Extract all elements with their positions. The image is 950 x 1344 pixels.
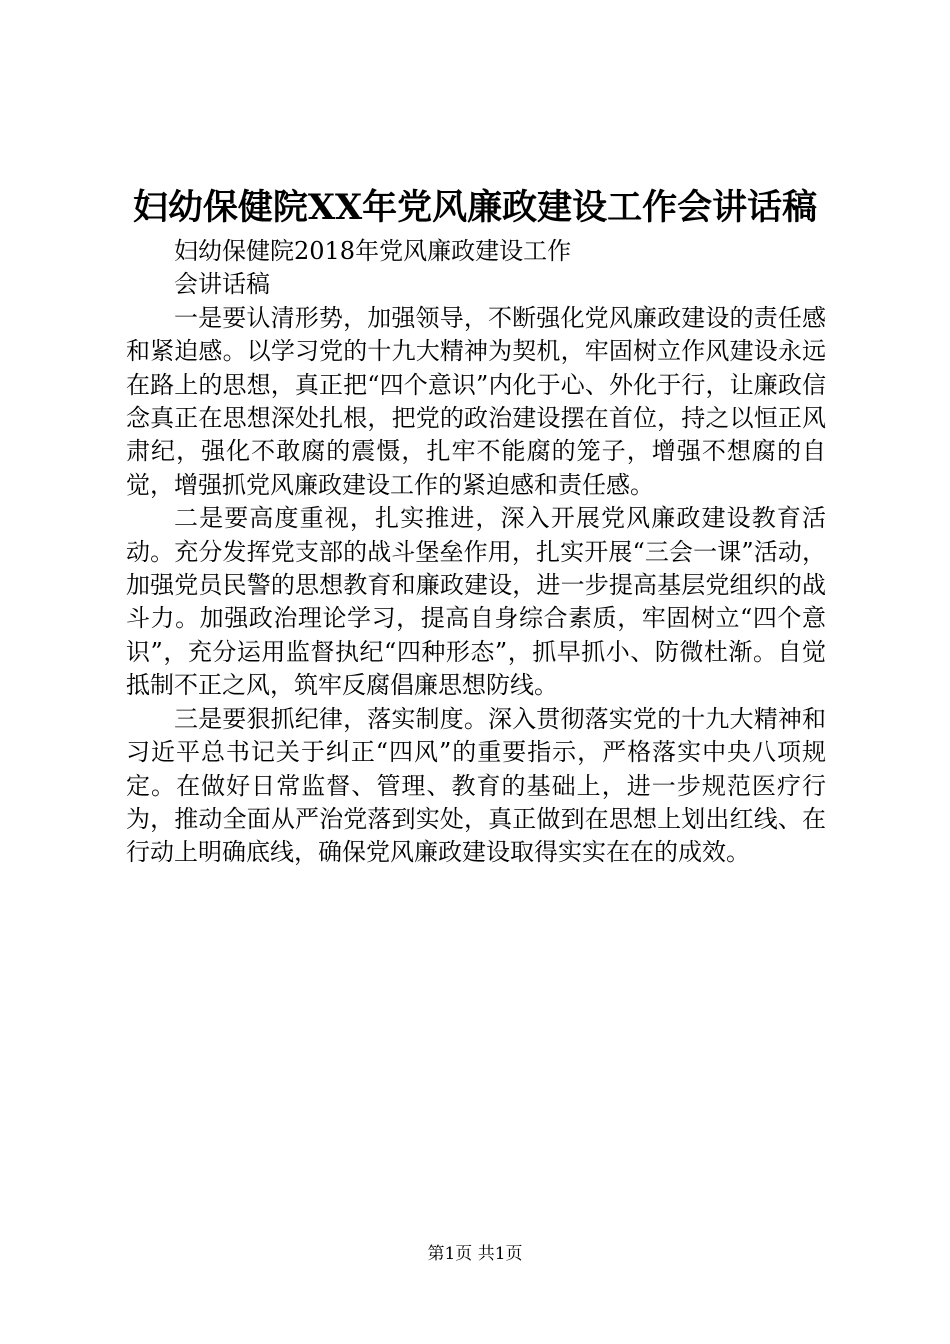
paragraph-2: 二是要高度重视，扎实推进，深入开展党风廉政建设教育活动。充分发挥党支部的战斗堡垒作用，扎实开展“三会一课”活动，加强党员民警的思想教育和廉政建设，进一步提高基层党组织的战斗力。加强政治理论学习，提高自身综合素质，牢固树立“四个意识”，充分运用监督执纪“四种形态”，抓早抓小、防微杜渐。自觉抵制不正之风，筑牢反腐倡廉思想防线。 [126,504,826,700]
subtitle-line-1: 妇幼保健院2018年党风廉政建设工作 [174,237,572,265]
document-title: 妇幼保健院XX年党风廉政建设工作会讲话稿 [132,187,818,228]
document-body [126,235,826,870]
paragraph-3: 三是要狠抓纪律，落实制度。深入贯彻落实党的十九大精神和习近平总书记关于纠正“四风”的重要指示，严格落实中央八项规定。在做好日常监督、管理、教育的基础上，进一步规范医疗行为，推动全面从严治党落到实处，真正做到在思想上划出红线、在行动上明确底线，确保党风廉政建设取得实实在在的成效。 [126,704,826,867]
paragraph-1: 一是要认清形势，加强领导，不断强化党风廉政建设的责任感和紧迫感。以学习党的十九大精神为契机，牢固树立作风建设永远在路上的思想，真正把“四个意识”内化于心、外化于行，让廉政信念真正在思想深处扎根，把党的政治建设摆在首位，持之以恒正风肃纪，强化不敢腐的震慑，扎牢不能腐的笼子，增强不想腐的自觉，增强抓党风廉政建设工作的紧迫感和责任感。 [126,303,826,499]
subtitle-line-2: 会讲话稿 [174,270,270,299]
page-number-footer: 第1页 共1页 [427,1244,523,1264]
